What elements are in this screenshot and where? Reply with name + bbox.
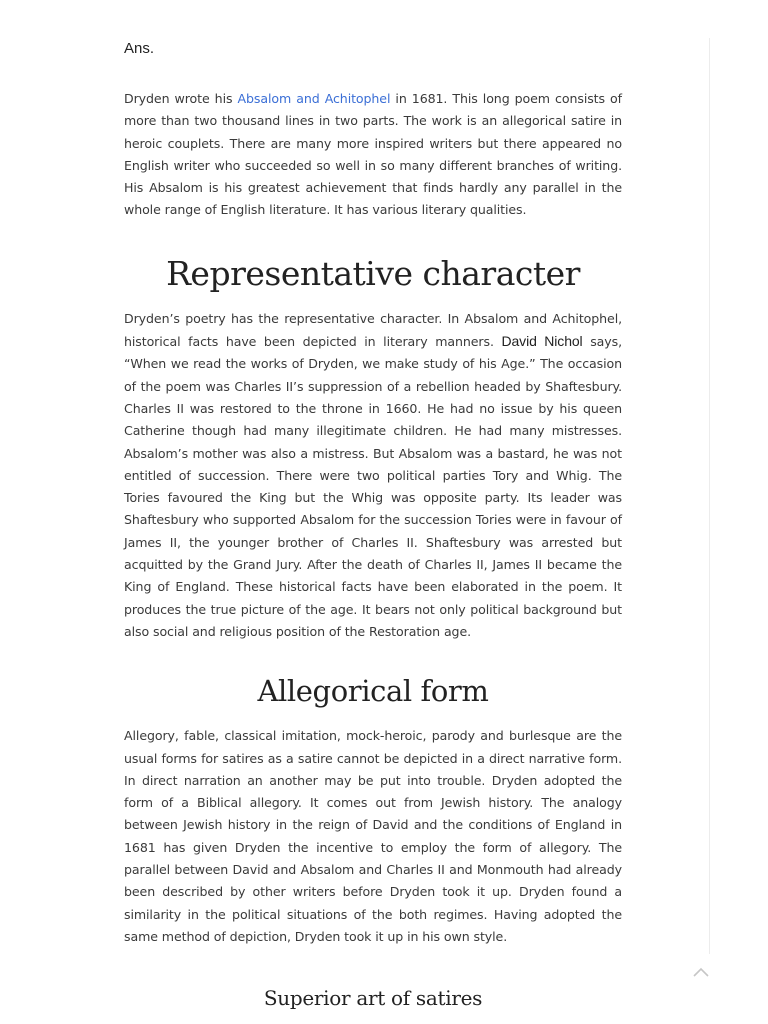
intro-paragraph: [124, 88, 622, 222]
chevron-up-icon: [690, 962, 712, 982]
representative-text-start: Dryden’s poetry has the representative character. In Absalom and Achitophel, historical facts have been depicted in literary manners.: [124, 310, 622, 350]
representative-text-end: says, “When we read the works of Dryden, we make study of his Age.” The occasion of the poem was Charles II’s suppression of a rebellion headed by Shaftesbury. Charles II was restored to the throne in 1660. He had no issue by his queen Catherine though had many illegitimate children. He had many mistresses. Absalom’s mother was also a mistress. But Absalom was a bastard, he was not entitled of succession. There were two political parties Tory and Whig. The Tories favoured the King but the Whig was opposite party. Its leader was Shaftesbury who supported Absalom for the succession Tories were in favour of James II, the younger brother of Charles II. Shaftesbury was arrested but acquitted by the Grand Jury. After the death of Charles II, James II became the King of England. These historical facts have been elaborated in the poem. It produces the true picture of the age. It bears not only political background but also social and religious position of the Restoration age.: [124, 334, 622, 639]
absalom-achitophel-link[interactable]: Absalom and Achitophel: [237, 91, 391, 106]
article-content: [124, 38, 622, 1012]
allegorical-paragraph: Allegory, fable, classical imitation, mock-heroic, parody and burlesque are the usual forms for satires as a satire cannot be depicted in a direct narrative form. In direct narration an another may be put into trouble. Dryden adopted the form of a Biblical allegory. It comes out from Jewish history. The analogy between Jewish history in the reign of David and the conditions of England in 1681 has given Dryden the incentive to employ the form of allegory. The parallel between David and Absalom and Charles II and Monmouth had already been described by other writers before Dryden took it up. Dryden found a similarity in the political situations of the both regimes. Having adopted the same method of depiction, Dryden took it up in his own style.: [124, 728, 622, 944]
representative-paragraph: [124, 308, 622, 643]
author-name-david-nichol: David Nichol: [501, 333, 583, 350]
sidebar-divider: [709, 38, 710, 954]
answer-label: Ans.: [124, 40, 155, 57]
heading-representative-character: Representative character: [166, 253, 580, 293]
intro-text-end: in 1681. This long poem consists of more than two thousand lines in two parts. The work is an allegorical satire in heroic couplets. There are many more inspired writers but there appeared no English writer who succeeded so well in so many different branches of writing. His Absalom is his greatest achievement that finds hardly any parallel in the whole range of English literature. It has various literary qualities.: [124, 91, 622, 218]
intro-text-start: Dryden wrote his: [124, 91, 238, 106]
scroll-to-top-button[interactable]: [690, 962, 712, 982]
heading-allegorical-form: Allegorical form: [257, 674, 489, 709]
heading-superior-art-of-satires: Superior art of satires: [263, 986, 483, 1011]
